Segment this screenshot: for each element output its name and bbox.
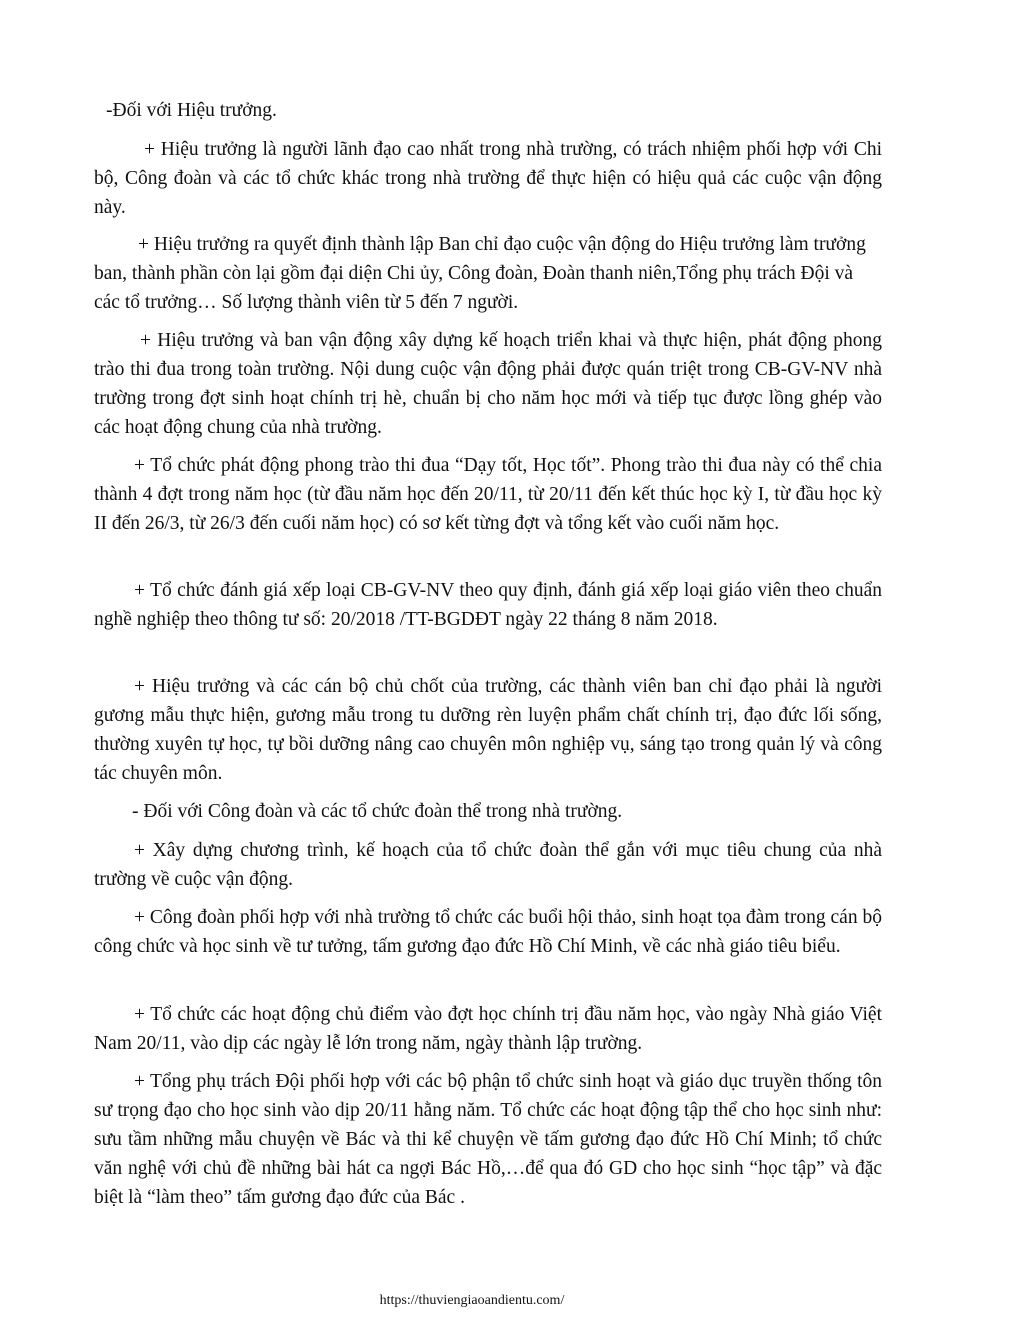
- footer-url: https://thuviengiaoandientu.com/: [379, 1293, 565, 1308]
- paragraph: + Hiệu trưởng và ban vận động xây dựng kế hoạch triển khai và thực hiện, phát động phong trào thi đua trong toàn trường. Nội dung cuộc vận động phải được quán triệt trong CB-GV-NV nhà trường trong đợt sinh hoạt chính trị hè, chuẩn bị cho năm học mới và tiếp tục được lồng ghép vào các hoạt động chung của nhà trường.: [94, 330, 882, 438]
- paragraph: + Tổ chức các hoạt động chủ điểm vào đợt học chính trị đầu năm học, vào ngày Nhà giáo Việt Nam 20/11, vào dịp các ngày lễ lớn trong năm, ngày thành lập trường.: [94, 1004, 882, 1054]
- paragraph: + Hiệu trưởng và các cán bộ chủ chốt của trường, các thành viên ban chỉ đạo phải là người gương mẫu thực hiện, gương mẫu trong tu dưỡng rèn luyện phẩm chất chính trị, đạo đức lối sống, thường xuyên tự học, tự bồi dưỡng nâng cao chuyên môn nghiệp vụ, sáng tạo trong quản lý và công tác chuyên môn.: [94, 676, 882, 784]
- section-heading-principal: -Đối với Hiệu trưởng.: [106, 100, 277, 121]
- paragraph: + Xây dựng chương trình, kế hoạch của tổ chức đoàn thể gắn với mục tiêu chung của nhà trường về cuộc vận động.: [94, 840, 882, 890]
- paragraph: + Tổ chức đánh giá xếp loại CB-GV-NV theo quy định, đánh giá xếp loại giáo viên theo chuẩn nghề nghiệp theo thông tư số: 20/2018 /TT-BGDĐT ngày 22 tháng 8 năm 2018.: [94, 580, 882, 630]
- paragraph: + Tổng phụ trách Đội phối hợp với các bộ phận tổ chức sinh hoạt và giáo dục truyền thống tôn sư trọng đạo cho học sinh vào dịp 20/11 hằng năm. Tổ chức các hoạt động tập thể cho học sinh như: sưu tầm những mẫu chuyện về Bác và thi kể chuyện về tấm gương đạo đức Hồ Chí Minh; tổ chức văn nghệ với chủ đề những bài hát ca ngợi Bác Hồ,…để qua đó GD cho học sinh “học tập” và đặc biệt là “làm theo” tấm gương đạo đức của Bác .: [94, 1071, 882, 1208]
- paragraph: + Hiệu trưởng ra quyết định thành lập Ban chỉ đạo cuộc vận động do Hiệu trưởng làm trưởng ban, thành phần còn lại gồm đại diện Chi ủy, Công đoàn, Đoàn thanh niên,Tổng phụ trách Đội và các tổ trưởng… Số lượng thành viên từ 5 đến 7 người.: [94, 234, 866, 313]
- paragraph: + Hiệu trưởng là người lãnh đạo cao nhất trong nhà trường, có trách nhiệm phối hợp với Chi bộ, Công đoàn và các tổ chức khác trong nhà trường để thực hiện có hiệu quả các cuộc vận động này.: [94, 139, 882, 218]
- paragraph: + Công đoàn phối hợp với nhà trường tổ chức các buổi hội thảo, sinh hoạt tọa đàm trong cán bộ công chức và học sinh về tư tưởng, tấm gương đạo đức Hồ Chí Minh, về các nhà giáo tiêu biểu.: [94, 907, 882, 957]
- section-heading-union: - Đối với Công đoàn và các tổ chức đoàn thể trong nhà trường.: [132, 801, 623, 822]
- paragraph: + Tổ chức phát động phong trào thi đua “Dạy tốt, Học tốt”. Phong trào thi đua này có thể chia thành 4 đợt trong năm học (từ đầu năm học đến 20/11, từ 20/11 đến kết thúc học kỳ I, từ đầu học kỳ II đến 26/3, từ 26/3 đến cuối năm học) có sơ kết từng đợt và tổng kết vào cuối năm học.: [94, 455, 882, 534]
